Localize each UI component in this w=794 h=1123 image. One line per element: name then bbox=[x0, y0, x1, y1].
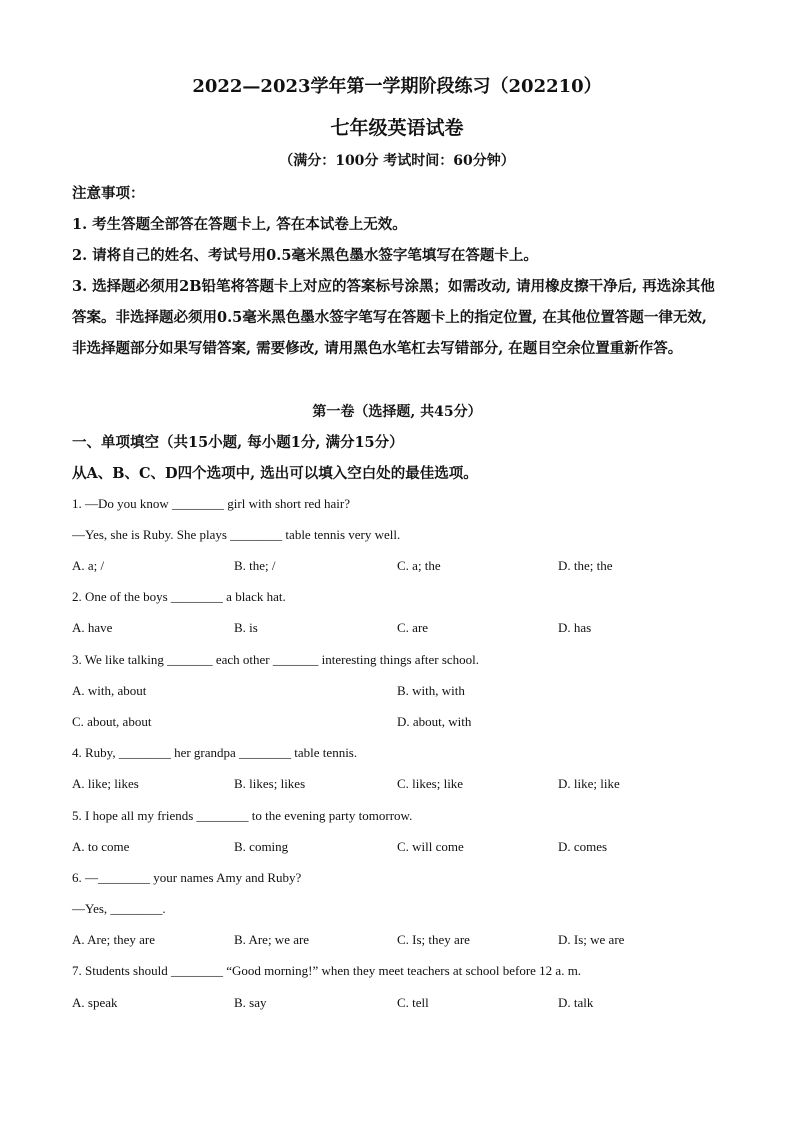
option-a[interactable]: A. a; / bbox=[72, 558, 105, 573]
notice-heading: 注意事项： bbox=[72, 185, 145, 202]
question-options bbox=[72, 839, 722, 857]
question-options bbox=[72, 620, 722, 638]
option-c[interactable]: C. will come bbox=[397, 839, 464, 854]
question-stem: 5. I hope all my friends ________ to the evening party tomorrow. bbox=[72, 808, 413, 823]
question-options bbox=[72, 558, 722, 576]
question-stem-line2: —Yes, ________. bbox=[72, 901, 166, 916]
option-a[interactable]: A. to come bbox=[72, 839, 130, 854]
option-a[interactable]: A. Are; they are bbox=[72, 932, 156, 947]
option-c[interactable]: C. likes; like bbox=[397, 776, 464, 791]
question-stem: 2. One of the boys ________ a black hat. bbox=[72, 589, 286, 604]
option-c[interactable]: C. about, about bbox=[72, 714, 152, 729]
option-a[interactable]: A. with, about bbox=[72, 683, 147, 698]
option-a[interactable]: A. like; likes bbox=[72, 776, 139, 791]
exam-subtitle: 七年级英语试卷 bbox=[330, 117, 464, 139]
notice-block bbox=[72, 178, 722, 364]
question-options bbox=[72, 683, 722, 701]
question-stem: 6. —________ your names Amy and Ruby? bbox=[72, 870, 302, 885]
option-b[interactable]: B. Are; we are bbox=[234, 932, 310, 947]
question-options bbox=[72, 714, 722, 732]
notice-item: 2. 请将自己的姓名、考试号用0.5毫米黑色墨水签字笔填写在答题卡上。 bbox=[72, 247, 538, 264]
exam-meta: （满分：100分 考试时间：60分钟） bbox=[279, 153, 515, 169]
option-d[interactable]: D. has bbox=[558, 620, 592, 635]
question-stem: 1. —Do you know ________ girl with short red hair? bbox=[72, 496, 351, 511]
question-stem: 4. Ruby, ________ her grandpa ________ table tennis. bbox=[72, 745, 358, 760]
section-instruction: 从A、B、C、D四个选项中, 选出可以填入空白处的最佳选项。 bbox=[72, 465, 478, 482]
option-d[interactable]: D. Is; we are bbox=[558, 932, 625, 947]
exam-title: 2022—2023学年第一学期阶段练习（202210） bbox=[192, 76, 602, 97]
option-b[interactable]: B. is bbox=[234, 620, 258, 635]
option-c[interactable]: C. Is; they are bbox=[397, 932, 470, 947]
question-options bbox=[72, 995, 722, 1013]
option-d[interactable]: D. the; the bbox=[558, 558, 613, 573]
option-d[interactable]: D. comes bbox=[558, 839, 608, 854]
option-b[interactable]: B. with, with bbox=[397, 683, 465, 698]
option-b[interactable]: B. coming bbox=[234, 839, 289, 854]
part-heading: 第一卷（选择题, 共45分） bbox=[312, 404, 482, 420]
question-options bbox=[72, 932, 722, 950]
option-c[interactable]: C. a; the bbox=[397, 558, 441, 573]
question-stem: 7. Students should ________ “Good morning!” when they meet teachers at school before 12 a. m. bbox=[72, 963, 582, 978]
question-options bbox=[72, 776, 722, 794]
option-d[interactable]: D. about, with bbox=[397, 714, 472, 729]
question-stem-line2: —Yes, she is Ruby. She plays ________ table tennis very well. bbox=[72, 527, 401, 542]
question-stem: 3. We like talking _______ each other _______ interesting things after school. bbox=[72, 652, 480, 667]
notice-item: 1. 考生答题全部答在答题卡上, 答在本试卷上无效。 bbox=[72, 216, 407, 233]
option-a[interactable]: A. speak bbox=[72, 995, 118, 1010]
option-c[interactable]: C. tell bbox=[397, 995, 429, 1010]
option-c[interactable]: C. are bbox=[397, 620, 429, 635]
option-b[interactable]: B. the; / bbox=[234, 558, 276, 573]
option-d[interactable]: D. talk bbox=[558, 995, 594, 1010]
option-d[interactable]: D. like; like bbox=[558, 776, 620, 791]
notice-item: 3. 选择题必须用2B铅笔将答题卡上对应的答案标号涂黑；如需改动, 请用橡皮擦干净后, 再选涂其他答案。非选择题必须用0.5毫米黑色墨水签字笔写在答题卡上的指定位置, 在其他位置答题一律无效, 非选择题部分如果写错答案, 需要修改, 请用黑色水笔杠去写错部分, 在题目空余位置重新作答。 bbox=[72, 278, 715, 357]
section-heading: 一、单项填空（共15小题, 每小题1分, 满分15分） bbox=[72, 434, 404, 451]
option-b[interactable]: B. say bbox=[234, 995, 267, 1010]
option-b[interactable]: B. likes; likes bbox=[234, 776, 306, 791]
option-a[interactable]: A. have bbox=[72, 620, 113, 635]
